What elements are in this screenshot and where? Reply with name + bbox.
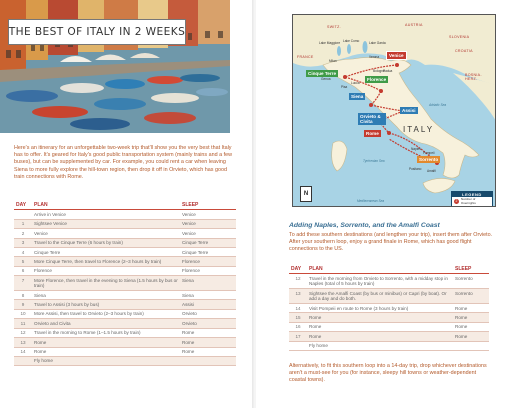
- map-city: Amalfi: [427, 169, 436, 173]
- table-cell-sleep: Rome: [180, 338, 236, 347]
- table-cell-plan: Florence: [32, 266, 180, 275]
- table-cell-day: 9: [14, 300, 32, 309]
- table-cell-day: [14, 356, 32, 365]
- map-city: Pompeii: [423, 151, 435, 155]
- table-row: [14, 338, 236, 347]
- legend-title: LEGEND: [452, 192, 492, 197]
- table-cell-plan: Rome: [32, 347, 180, 356]
- itinerary-table: [14, 202, 236, 366]
- table-cell-plan: Siena: [32, 291, 180, 300]
- column-header-sleep: SLEEP: [180, 202, 236, 210]
- table-cell-plan: Travel to Assisi (3 hours by bus): [32, 300, 180, 309]
- page-title: THE BEST OF ITALY IN 2 WEEKS: [8, 26, 186, 38]
- map-label-orvieto: Orvieto & Civita: [358, 113, 386, 125]
- column-header-sleep: SLEEP: [453, 266, 489, 274]
- table-cell-plan: Rome: [307, 313, 453, 322]
- table-cell-plan: Rome: [307, 322, 453, 331]
- table-cell-plan: Orvieto and Civita: [32, 319, 180, 328]
- table-cell-plan: Visit Pompeii en route to Rome (3 hours by train): [307, 304, 453, 313]
- table-cell-day: 10: [14, 309, 32, 318]
- table-cell-plan: More Assisi, then travel to Orvieto (2–3 hours by train): [32, 309, 180, 318]
- table-cell-day: 8: [14, 291, 32, 300]
- table-cell-sleep: Sorrento: [453, 289, 489, 304]
- map-label-florence: Florence: [367, 77, 387, 82]
- table-row: [14, 347, 236, 356]
- map-city: Lake Como: [343, 39, 360, 43]
- table-cell-day: [14, 210, 32, 219]
- harbor-photo: [0, 0, 230, 133]
- table-row: [14, 257, 236, 266]
- table-cell-sleep: Venice: [180, 210, 236, 219]
- table-cell-day: 15: [289, 313, 307, 322]
- table-cell-plan: Rome: [32, 338, 180, 347]
- table-cell-plan: Travel in the morning from Orvieto to Sorrento, with a midday stop in Naples (total of 5 hours by train): [307, 274, 453, 289]
- table-row: [14, 319, 236, 328]
- map-city: Naples: [411, 147, 421, 151]
- table-cell-day: 12: [289, 274, 307, 289]
- column-header-plan: PLAN: [32, 202, 180, 210]
- table-row: [14, 210, 236, 219]
- table-cell-sleep: Rome: [453, 332, 489, 341]
- table-cell-day: 14: [14, 347, 32, 356]
- map-sea: Adriatic Sea: [429, 103, 447, 107]
- table-row: [289, 274, 489, 289]
- table-row: [14, 276, 236, 291]
- table-cell-sleep: Rome: [453, 304, 489, 313]
- table-cell-sleep: Cinque Terre: [180, 238, 236, 247]
- extension-header-row: [289, 266, 489, 274]
- map-sea: Mediterranean Sea: [357, 199, 385, 203]
- section-paragraph: To add these southern destinations (and lengthen your trip), insert them after Orvieto. After your southern loop, enjoy a grand finale in Rome, which has good flight connections to the US.: [289, 232, 493, 253]
- table-cell-day: 6: [14, 266, 32, 275]
- map-city: Pisa: [341, 85, 348, 89]
- map-country: CROATIA: [455, 49, 473, 53]
- map-city: Positano: [409, 167, 422, 171]
- table-cell-sleep: Rome: [180, 328, 236, 337]
- table-row: [289, 332, 489, 341]
- table-cell-plan: Venice: [32, 229, 180, 238]
- table-cell-sleep: Rome: [453, 322, 489, 331]
- column-header-plan: PLAN: [307, 266, 453, 274]
- column-header-day: DAY: [289, 266, 307, 274]
- map-country: AUSTRIA: [405, 23, 423, 27]
- table-cell-sleep: Florence: [180, 257, 236, 266]
- table-cell-day: 2: [14, 229, 32, 238]
- map-label-assisi: Assisi: [402, 108, 416, 113]
- table-cell-day: 5: [14, 257, 32, 266]
- right-page: [256, 0, 510, 408]
- table-row: [14, 300, 236, 309]
- table-cell-plan: Fly home: [307, 341, 453, 350]
- map-city: Padua: [383, 69, 393, 73]
- table-row: [14, 291, 236, 300]
- map-city: Bologna: [373, 69, 385, 73]
- table-cell-day: [289, 341, 307, 350]
- table-cell-day: 14: [289, 304, 307, 313]
- map-label-rome: Rome: [366, 131, 379, 136]
- table-cell-sleep: Venice: [180, 219, 236, 228]
- map-country: FRANCE: [297, 55, 314, 59]
- map-label-siena: Siena: [351, 94, 364, 99]
- table-cell-day: 4: [14, 248, 32, 257]
- map-country: SWITZ.: [327, 25, 341, 29]
- map-label-cinque-terre: Cinque Terre: [308, 71, 336, 76]
- table-cell-day: 3: [14, 238, 32, 247]
- table-cell-sleep: Siena: [180, 291, 236, 300]
- table-row: [14, 219, 236, 228]
- table-cell-sleep: [180, 356, 236, 365]
- map-sea: Tyrrhenian Sea: [363, 159, 385, 163]
- table-cell-plan: Arrive in Venice: [32, 210, 180, 219]
- map-country-label: ITALY: [403, 125, 435, 134]
- map-city: Genoa: [321, 77, 331, 81]
- table-row: [289, 289, 489, 304]
- itinerary-body: [14, 210, 236, 366]
- table-cell-plan: Travel in the morning to Rome (1–1.5 hours by train): [32, 328, 180, 337]
- table-cell-day: 7: [14, 276, 32, 291]
- table-cell-plan: Cinque Terre: [32, 248, 180, 257]
- left-page: [0, 0, 254, 408]
- table-cell-sleep: Florence: [180, 266, 236, 275]
- map-city: Lake Maggiore: [319, 41, 341, 45]
- map-country: SLOVENIA: [449, 35, 470, 39]
- table-cell-plan: Sightsee the Amalfi Coast (by bus or minibus) or Capri (by boat). Or add a day and do both.: [307, 289, 453, 304]
- table-row: [14, 266, 236, 275]
- table-cell-plan: More Cinque Terre, then travel to Florence (2–3 hours by train): [32, 257, 180, 266]
- table-row: [14, 248, 236, 257]
- table-cell-plan: Sightsee Venice: [32, 219, 180, 228]
- extension-body: [289, 274, 489, 351]
- table-cell-sleep: Orvieto: [180, 309, 236, 318]
- table-cell-plan: Rome: [307, 332, 453, 341]
- table-row: [14, 229, 236, 238]
- table-cell-sleep: Rome: [180, 347, 236, 356]
- table-cell-sleep: Siena: [180, 276, 236, 291]
- table-row: [14, 356, 236, 365]
- table-cell-plan: Travel to the Cinque Terre (6 hours by train): [32, 238, 180, 247]
- table-row: [289, 322, 489, 331]
- table-row: [289, 304, 489, 313]
- map-label-venice: Venice: [386, 51, 407, 60]
- legend-number-badge: 2: [455, 199, 458, 204]
- page-title-box: [8, 19, 186, 45]
- map-country: BOSNIA-HERZ.: [465, 73, 482, 81]
- route-map: [292, 14, 496, 207]
- table-cell-day: 16: [289, 322, 307, 331]
- map-city: Lake Garda: [369, 41, 386, 45]
- column-header-day: DAY: [14, 202, 32, 210]
- itinerary-header-row: [14, 202, 236, 210]
- map-city: Milan: [329, 59, 337, 63]
- table-cell-sleep: Cinque Terre: [180, 248, 236, 257]
- map-label-sorrento: Sorrento: [419, 157, 439, 162]
- table-row: [14, 309, 236, 318]
- extension-table: [289, 266, 489, 351]
- table-cell-plan: Fly home: [32, 356, 180, 365]
- map-city: Lucca: [351, 81, 360, 85]
- map-legend: [451, 191, 493, 207]
- table-cell-day: 1: [14, 219, 32, 228]
- legend-text: Number of Overnights: [460, 197, 476, 205]
- table-cell-day: 13: [14, 338, 32, 347]
- table-cell-sleep: Rome: [453, 313, 489, 322]
- section-subhead: Adding Naples, Sorrento, and the Amalfi Coast: [289, 222, 440, 229]
- map-city: Verona: [369, 55, 380, 59]
- intro-paragraph: Here's an itinerary for an unforgettable two-week trip that'll show you the very best that Italy has to offer. It's geared for Italy's good public transportation system (mainly trains and a few buses), but can be supplemented by car. For example, you could rent a car when leaving Siena to more fully explore the hill-town region, then drop it off in Orvieto, which has good train connections with Rome.: [14, 145, 232, 180]
- table-row: [14, 328, 236, 337]
- table-cell-sleep: Venice: [180, 229, 236, 238]
- table-cell-sleep: Sorrento: [453, 274, 489, 289]
- table-cell-sleep: [453, 341, 489, 350]
- table-cell-sleep: Orvieto: [180, 319, 236, 328]
- closing-note: Alternatively, to fit this southern loop into a 14-day trip, drop whichever destinations aren't a must-see for you (for instance, sleepy hill towns or weather-dependent coastal towns).: [289, 363, 487, 384]
- table-cell-day: 12: [14, 328, 32, 337]
- table-row: [289, 341, 489, 350]
- table-cell-day: 17: [289, 332, 307, 341]
- table-row: [14, 238, 236, 247]
- table-cell-sleep: Assisi: [180, 300, 236, 309]
- compass-icon: N: [300, 186, 312, 202]
- table-cell-day: 13: [289, 289, 307, 304]
- table-cell-plan: More Florence, then travel in the evening to Siena (1.5 hours by bus or train): [32, 276, 180, 291]
- table-row: [289, 313, 489, 322]
- table-cell-day: 11: [14, 319, 32, 328]
